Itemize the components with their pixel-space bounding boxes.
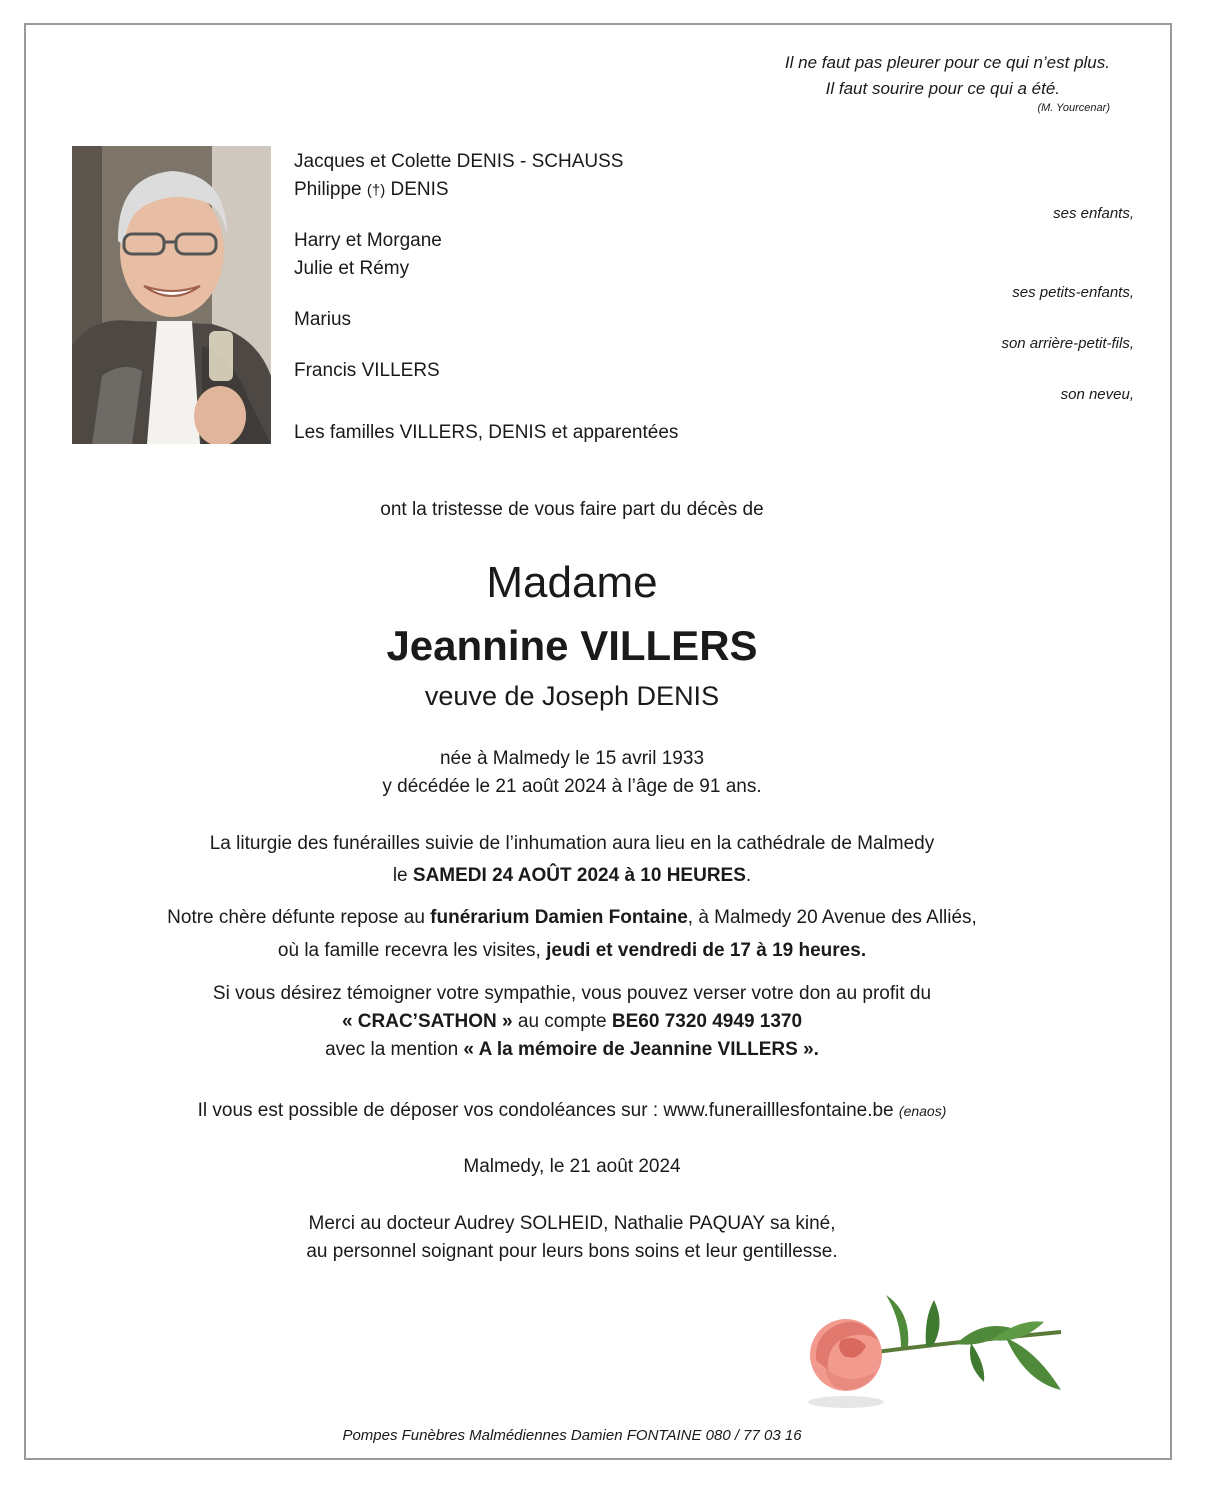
visits-hours: jeudi et vendredi de 17 à 19 heures.: [546, 940, 867, 961]
quote-author: (M. Yourcenar): [1037, 102, 1110, 114]
donation-mention: « A la mémoire de Jeannine VILLERS ».: [463, 1039, 819, 1060]
quote-line-1: Il ne faut pas pleurer pour ce qui n’est plus.: [784, 53, 1110, 72]
nephew-label: son neveu,: [1060, 386, 1134, 403]
great-grandchild: Marius: [294, 309, 352, 330]
funeral-line-2: [0, 865, 1182, 887]
announcement-line: ont la tristesse de vous faire part du décès de: [380, 499, 764, 520]
children-line-1: Jacques et Colette DENIS - SCHAUSS: [294, 151, 624, 172]
donation-account-number: BE60 7320 4949 1370: [611, 1011, 803, 1032]
donation-account-prefix: au compte: [512, 1011, 612, 1032]
nephew: Francis VILLERS: [294, 360, 440, 381]
mention-prefix: avec la mention: [325, 1039, 464, 1060]
repose-address: , à Malmedy 20 Avenue des Alliés,: [687, 907, 977, 928]
repose-line-1: [0, 907, 1182, 929]
grandchildren-line-2: Julie et Rémy: [294, 258, 410, 279]
child-last-name: DENIS: [390, 179, 449, 200]
funeral-suffix: .: [745, 865, 752, 886]
birth-line: née à Malmedy le 15 avril 1933: [439, 748, 705, 769]
funeral-home-footer: Pompes Funèbres Malmédiennes Damien FONTAINE 080 / 77 03 16: [342, 1427, 802, 1444]
rose-icon: [806, 1290, 1068, 1412]
deceased-name: Jeannine VILLERS: [386, 622, 758, 669]
place-date: Malmedy, le 21 août 2024: [463, 1156, 681, 1177]
visits-prefix: où la famille recevra les visites,: [277, 940, 547, 961]
donation-line-1: Si vous désirez témoigner votre sympathie, vous pouvez verser votre don au profit du: [212, 983, 932, 1004]
donation-beneficiary: « CRAC’SATHON »: [341, 1011, 513, 1032]
funeral-line-1: La liturgie des funérailles suivie de l’inhumation aura lieu en la cathédrale de Malmedy: [209, 833, 935, 854]
funeral-home-name: funérarium Damien Fontaine: [430, 907, 688, 928]
condolences-text: Il vous est possible de déposer vos condoléances sur : www.funerailllesfontaine.be: [197, 1100, 894, 1121]
children-label: ses enfants,: [1053, 205, 1134, 222]
repose-prefix: Notre chère défunte repose au: [167, 907, 431, 928]
funeral-datetime: SAMEDI 24 AOÛT 2024 à 10 HEURES: [412, 865, 746, 886]
children-line-2: [294, 176, 449, 205]
grandchildren-label: ses petits-enfants,: [1012, 284, 1134, 301]
condolences-line: [0, 1100, 1182, 1122]
funeral-prefix: le: [392, 865, 413, 886]
donation-line-2: [0, 1011, 1182, 1033]
thanks-line-2: au personnel soignant pour leurs bons soins et leur gentillesse.: [306, 1241, 838, 1262]
extended-families: Les familles VILLERS, DENIS et apparentées: [294, 422, 679, 443]
donation-line-3: [0, 1039, 1182, 1061]
great-grandchild-label: son arrière-petit-fils,: [1001, 335, 1134, 352]
epigraph: [610, 50, 1110, 114]
grandchildren-line-1: Harry et Morgane: [294, 230, 442, 251]
thanks-line-1: Merci au docteur Audrey SOLHEID, Nathalie PAQUAY sa kiné,: [308, 1213, 836, 1234]
condolences-note: (enaos): [898, 1103, 947, 1119]
deceased-title: Madame: [486, 558, 658, 607]
portrait-photo: [72, 146, 271, 444]
quote-line-2: Il faut sourire pour ce qui a été.: [825, 79, 1060, 98]
child-first-name: Philippe: [294, 179, 362, 200]
repose-line-2: [0, 940, 1182, 962]
deceased-mark: (†): [366, 182, 386, 199]
widow-of: veuve de Joseph DENIS: [424, 681, 720, 711]
death-line: y décédée le 21 août 2024 à l’âge de 91 ans.: [382, 776, 762, 797]
